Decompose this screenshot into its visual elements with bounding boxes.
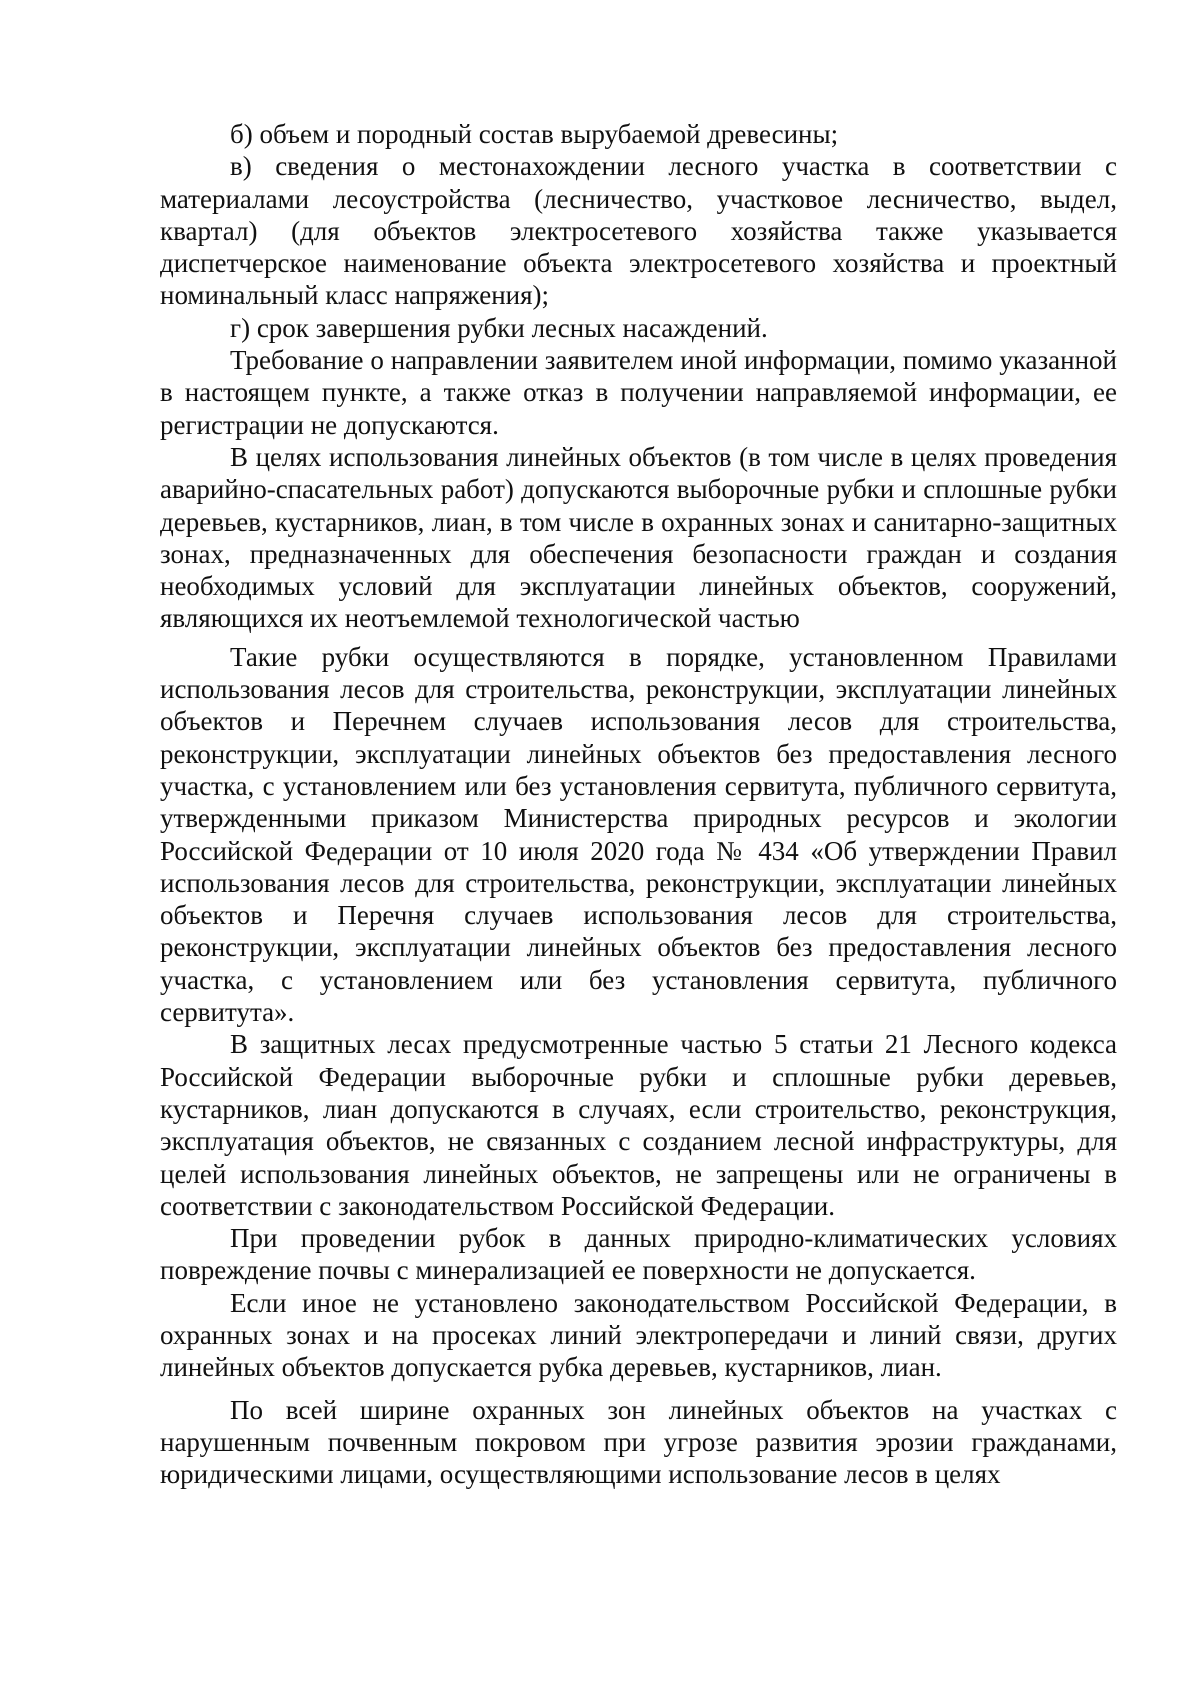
paragraph-protected-zones: Если иное не установлено законодательством Российской Федерации, в охранных зонах и на просеках линий электропередачи и линий связи, других линейных объектов допускается рубка деревьев, кустарников, лиан. — [160, 1287, 1117, 1383]
paragraph-item-g: г) срок завершения рубки лесных насаждений. — [230, 312, 768, 343]
paragraph-item-v: в) сведения о местонахождении лесного участка в соответствии с материалами лесоустройства (лесничество, участковое лесничество, выдел, квартал) (для объектов электросетевого хозяйства также указывается диспетчерское наименование объекта электросетевого хозяйства и проектный номинальный класс напряжения); — [160, 151, 1117, 311]
paragraph-requirement: Требование о направлении заявителем иной информации, помимо указанной в настоящем пункте, а также отказ в получении направляемой информации, ее регистрации не допускаются. — [160, 345, 1117, 440]
paragraph-item-b: б) объем и породный состав вырубаемой древесины; — [230, 119, 839, 149]
document-page — [160, 118, 1117, 1490]
paragraph-soil-damage: При проведении рубок в данных природно-климатических условиях повреждение почвы с минерализацией ее поверхности не допускается. — [160, 1223, 1117, 1286]
paragraph-protective-forests: В защитных лесах предусмотренные частью 5 статьи 21 Лесного кодекса Российской Федерации выборочные рубки и сплошные рубки деревьев, кустарников, лиан допускаются в случаях, если строительство, реконструкция, эксплуатация объектов, не связанных с созданием лесной инфраструктуры, для целей использования линейных объектов, не запрещены или не ограничены в соответствии с законодательством Российской Федерации. — [160, 1029, 1117, 1221]
paragraph-felling-order: Такие рубки осуществляются в порядке, установленном Правилами использования лесов для строительства, реконструкции, эксплуатации линейных объектов и Перечнем случаев использования лесов для строительства, реконструкции, эксплуатации линейных объектов без предоставления лесного участка, с установлением или без установления сервитута, публичного сервитута, утвержденными приказом Министерства природных ресурсов и экологии Российской Федерации от 10 июля 2020 года № 434 «Об утверждении Правил использования лесов для строительства, реконструкции, эксплуатации линейных объектов и Перечня случаев использования лесов для строительства, реконструкции, эксплуатации линейных объектов без предоставления лесного участка, с установлением или без установления сервитута, публичного сервитута». — [160, 641, 1117, 1028]
paragraph-linear-objects: В целях использования линейных объектов (в том числе в целях проведения аварийно-спасательных работ) допускаются выборочные рубки и сплошные рубки деревьев, кустарников, лиан, в том числе в охранных зонах и санитарно-защитных зонах, предназначенных для обеспечения безопасности граждан и создания необходимых условий для эксплуатации линейных объектов, сооружений, являющихся их неотъемлемой технологической частью — [160, 441, 1117, 634]
paragraph-erosion: По всей ширине охранных зон линейных объектов на участках с нарушенным почвенным покровом при угрозе развития эрозии гражданами, юридическими лицами, осуществляющими использование лесов в целях — [160, 1394, 1117, 1490]
